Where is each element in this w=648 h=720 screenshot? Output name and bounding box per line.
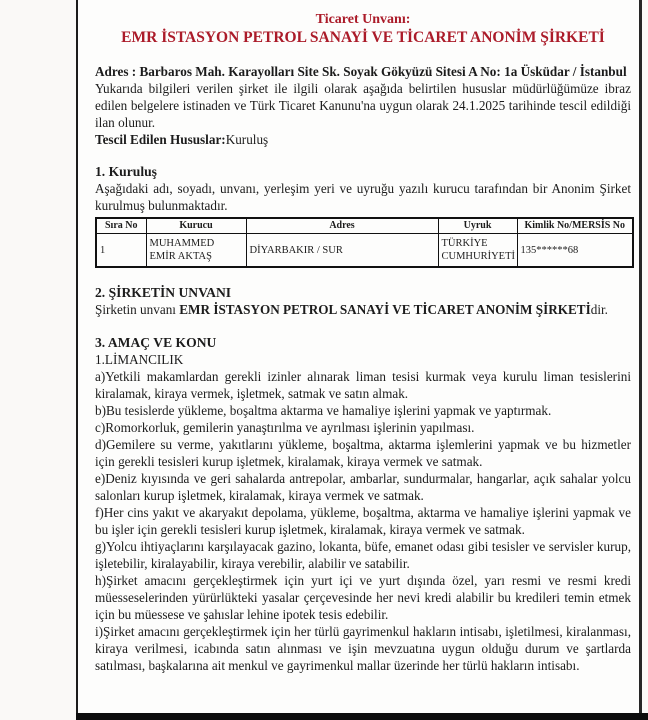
- registered-matters-line: [95, 131, 631, 148]
- address-line: Adres : Barbaros Mah. Karayolları Site Sk. Soyak Gökyüzü Sitesi A No: 1a Üsküdar / İstanbul: [95, 64, 627, 79]
- company-title-suffix: dir.: [590, 302, 608, 317]
- purpose-item-b: b)Bu tesislerde yükleme, boşaltma aktarma ve hamaliye işlerini yapmak ve yaptırmak.: [95, 403, 552, 418]
- cell-adres: DİYARBAKIR / SUR: [246, 234, 438, 268]
- col-header-adres: Adres: [246, 218, 438, 234]
- cell-kimlik-no: 135******68: [517, 234, 633, 268]
- gazette-page: [76, 0, 642, 720]
- purpose-item-a: a)Yetkili makamlardan gerekli izinler alınarak liman tesisi kurmak veya kurulu liman tesislerini kiralamak, kiraya vermek, işletmek, satmak ve satın almak.: [95, 369, 631, 401]
- scan-bottom-edge: [76, 713, 648, 720]
- purpose-item-h: h)Şirket amacını gerçekleştirmek için yurt içi ve yurt dışında özel, yarı resmi ve resmi kredi müesseselerinden yürürlükteki yasalar çerçevesinde her nevi kredi alabilir bu kredileri temin etmek için bu müessese ve şahıslar lehine ipotek tesis edebilir.: [95, 573, 631, 622]
- cell-sira-no: 1: [96, 234, 146, 268]
- section-3-subheading: 1.LİMANCILIK: [95, 352, 184, 367]
- col-header-kimlik-no: Kimlik No/MERSİS No: [517, 218, 633, 234]
- section-2-paragraph: [95, 301, 631, 318]
- company-title-prefix: Şirketin unvanı: [95, 302, 180, 317]
- founders-table: [95, 217, 634, 268]
- company-title-name: EMR İSTASYON PETROL SANAYİ VE TİCARET ANONİM ŞİRKETİ: [179, 302, 591, 317]
- cell-kurucu: MUHAMMED EMİR AKTAŞ: [146, 234, 246, 268]
- purpose-item-e: e)Deniz kıyısında ve geri sahalarda antrepolar, ambarlar, sundurmalar, hangarlar, açık sahalar yolcu salonları kurup işletmek, kiralamak, kiraya vermek ve satmak.: [95, 471, 631, 503]
- col-header-uyruk: Uyruk: [438, 218, 517, 234]
- company-name-title: EMR İSTASYON PETROL SANAYİ VE TİCARET ANONİM ŞİRKETİ: [121, 29, 605, 46]
- registered-matters-label: Tescil Edilen Hususlar:: [95, 132, 226, 147]
- section-1-paragraph: Aşağıdaki adı, soyadı, unvanı, yerleşim yeri ve uyruğu yazılı kurucu tarafından bir Anonim Şirket kurulmuş bulunmaktadır.: [95, 181, 631, 213]
- purpose-item-c: c)Romorkorluk, gemilerin yanaştırılma ve ayrılması işlerinin yapılması.: [95, 420, 475, 435]
- col-header-kurucu: Kurucu: [146, 218, 246, 234]
- cell-uyruk: TÜRKİYE CUMHURİYETİ: [438, 234, 517, 268]
- purpose-item-f: f)Her cins yakıt ve akaryakıt depolama, yükleme, boşaltma, aktarma ve hamaliye işlerini yapmak ve bu işler için gerekli tesisleri kurup işletmek, kiralamak, kiraya vermek ve satmak.: [95, 505, 631, 537]
- purpose-item-d: d)Gemilere su verme, yakıtlarını yükleme, boşaltma, aktarma işlemlerini yapmak ve bu hizmetler için gerekli tesisleri kurup işletmek, kiralamak, kiraya vermek ve satmak.: [95, 437, 631, 469]
- trade-name-label: Ticaret Unvanı:: [315, 12, 411, 27]
- section-1-heading: 1. Kuruluş: [95, 164, 157, 179]
- section-2-heading: 2. ŞİRKETİN UNVANI: [95, 285, 232, 300]
- section-3-heading: 3. AMAÇ VE KONU: [95, 335, 217, 350]
- founders-table-row: [96, 234, 633, 268]
- purpose-item-i: i)Şirket amacını gerçekleştirmek için her türlü gayrimenkul hakların intisabı, işletilmesi, kiralanması, kiraya verilmesi, icabında satın alınması ve işin mevzuatına uygun olduğu durum ve şartlarda satılması, başkalarına ait menkul ve gayrimenkul mallar üzerinde her türlü hakların intisabı.: [95, 624, 631, 673]
- registered-matters-value: Kuruluş: [225, 132, 269, 147]
- registration-intro-paragraph: Yukarıda bilgileri verilen şirket ile ilgili olarak aşağıda belirtilen hususlar müdürlüğümüze ibraz edilen belgelere istinaden ve Türk Ticaret Kanunu'na uygun olarak 24.1.2025 tarihinde tescil edildiği ilan olunur.: [95, 81, 631, 130]
- col-header-sira-no: Sıra No: [96, 218, 146, 234]
- founders-table-header-row: [96, 218, 633, 234]
- purpose-item-g: g)Yolcu ihtiyaçlarını karşılayacak gazino, lokanta, büfe, emanet odası gibi tesisler ve servisler kurup, işletebilir, kiralayabilir, kiraya verebilir, alabilir ve satabilir.: [95, 539, 631, 571]
